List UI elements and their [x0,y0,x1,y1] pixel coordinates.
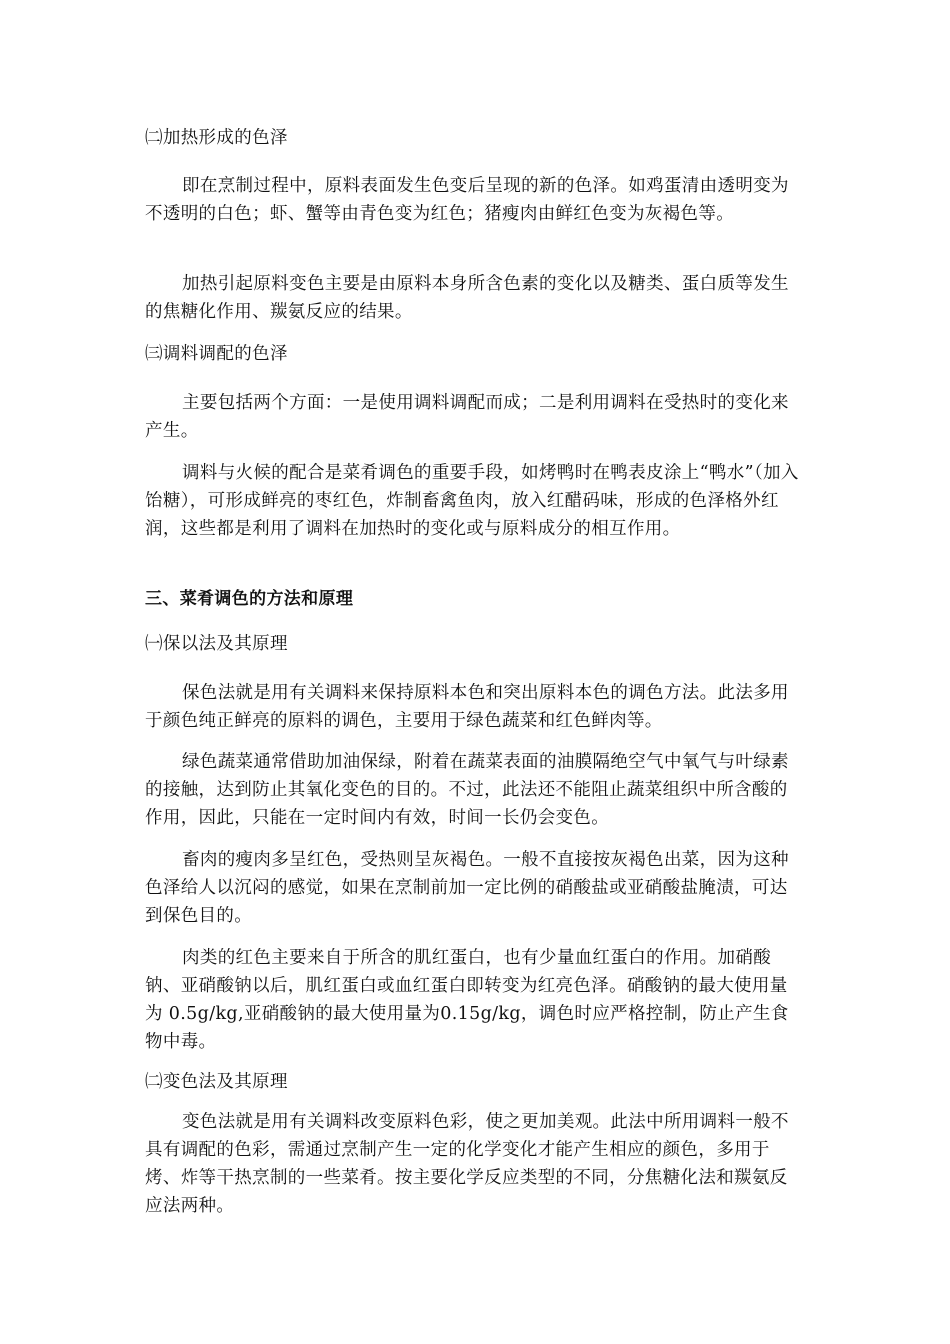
subheading-seasoning-color: ㈢调料调配的色泽 [145,344,288,364]
subheading-heating-color: ㈡加热形成的色泽 [145,128,288,148]
section-heading: 三、菜肴调色的方法和原理 [145,589,354,609]
paragraph: 畜肉的瘦肉多呈红色，受热则呈灰褐色。一般不直接按灰褐色出菜，因为这种色泽给人以沉闷的感觉，如果在烹制前加一定比例的硝酸盐或亚硝酸盐腌渍，可达到保色目的。 [145,850,789,926]
paragraph: 绿色蔬菜通常借助加油保绿，附着在蔬菜表面的油膜隔绝空气中氧气与叶绿素的接触，达到防止其氧化变色的目的。不过，此法还不能阻止蔬菜组织中所含酸的作用，因此，只能在一定时间内有效，时间一长仍会变色。 [145,752,789,828]
paragraph: 肉类的红色主要来自于所含的肌红蛋白，也有少量血红蛋白的作用。加硝酸钠、亚硝酸钠以后，肌红蛋白或血红蛋白即转变为红亮色泽。硝酸钠的最大使用量为 0.5g/kg,亚硝酸钠的最大使用量为0.15g/kg，调色时应严格控制，防止产生食物中毒。 [145,948,789,1052]
subheading-color-preserving: ㈠保以法及其原理 [145,634,288,654]
paragraph: 即在烹制过程中，原料表面发生色变后呈现的新的色泽。如鸡蛋清由透明变为不透明的白色；虾、蟹等由青色变为红色；猪瘦肉由鲜红色变为灰褐色等。 [145,176,789,224]
paragraph: 保色法就是用有关调料来保持原料本色和突出原料本色的调色方法。此法多用于颜色纯正鲜亮的原料的调色，主要用于绿色蔬菜和红色鲜肉等。 [145,683,789,731]
subheading-color-changing: ㈡变色法及其原理 [145,1072,288,1092]
paragraph: 主要包括两个方面：一是使用调料调配而成；二是利用调料在受热时的变化来产生。 [145,393,789,441]
paragraph: 变色法就是用有关调料改变原料色彩，使之更加美观。此法中所用调料一般不具有调配的色彩，需通过烹制产生一定的化学变化才能产生相应的颜色，多用于烤、炸等干热烹制的一些菜肴。按主要化学反应类型的不同，分焦糖化法和羰氨反应法两种。 [145,1112,789,1216]
paragraph: 加热引起原料变色主要是由原料本身所含色素的变化以及糖类、蛋白质等发生的焦糖化作用、羰氨反应的结果。 [145,274,789,322]
paragraph: 调料与火候的配合是菜肴调色的重要手段，如烤鸭时在鸭表皮涂上“鸭水”（加入饴糖），可形成鲜亮的枣红色，炸制畜禽鱼肉，放入红醋码味，形成的色泽格外红润，这些都是利用了调料在加热时的变化或与原料成分的相互作用。 [145,463,799,539]
